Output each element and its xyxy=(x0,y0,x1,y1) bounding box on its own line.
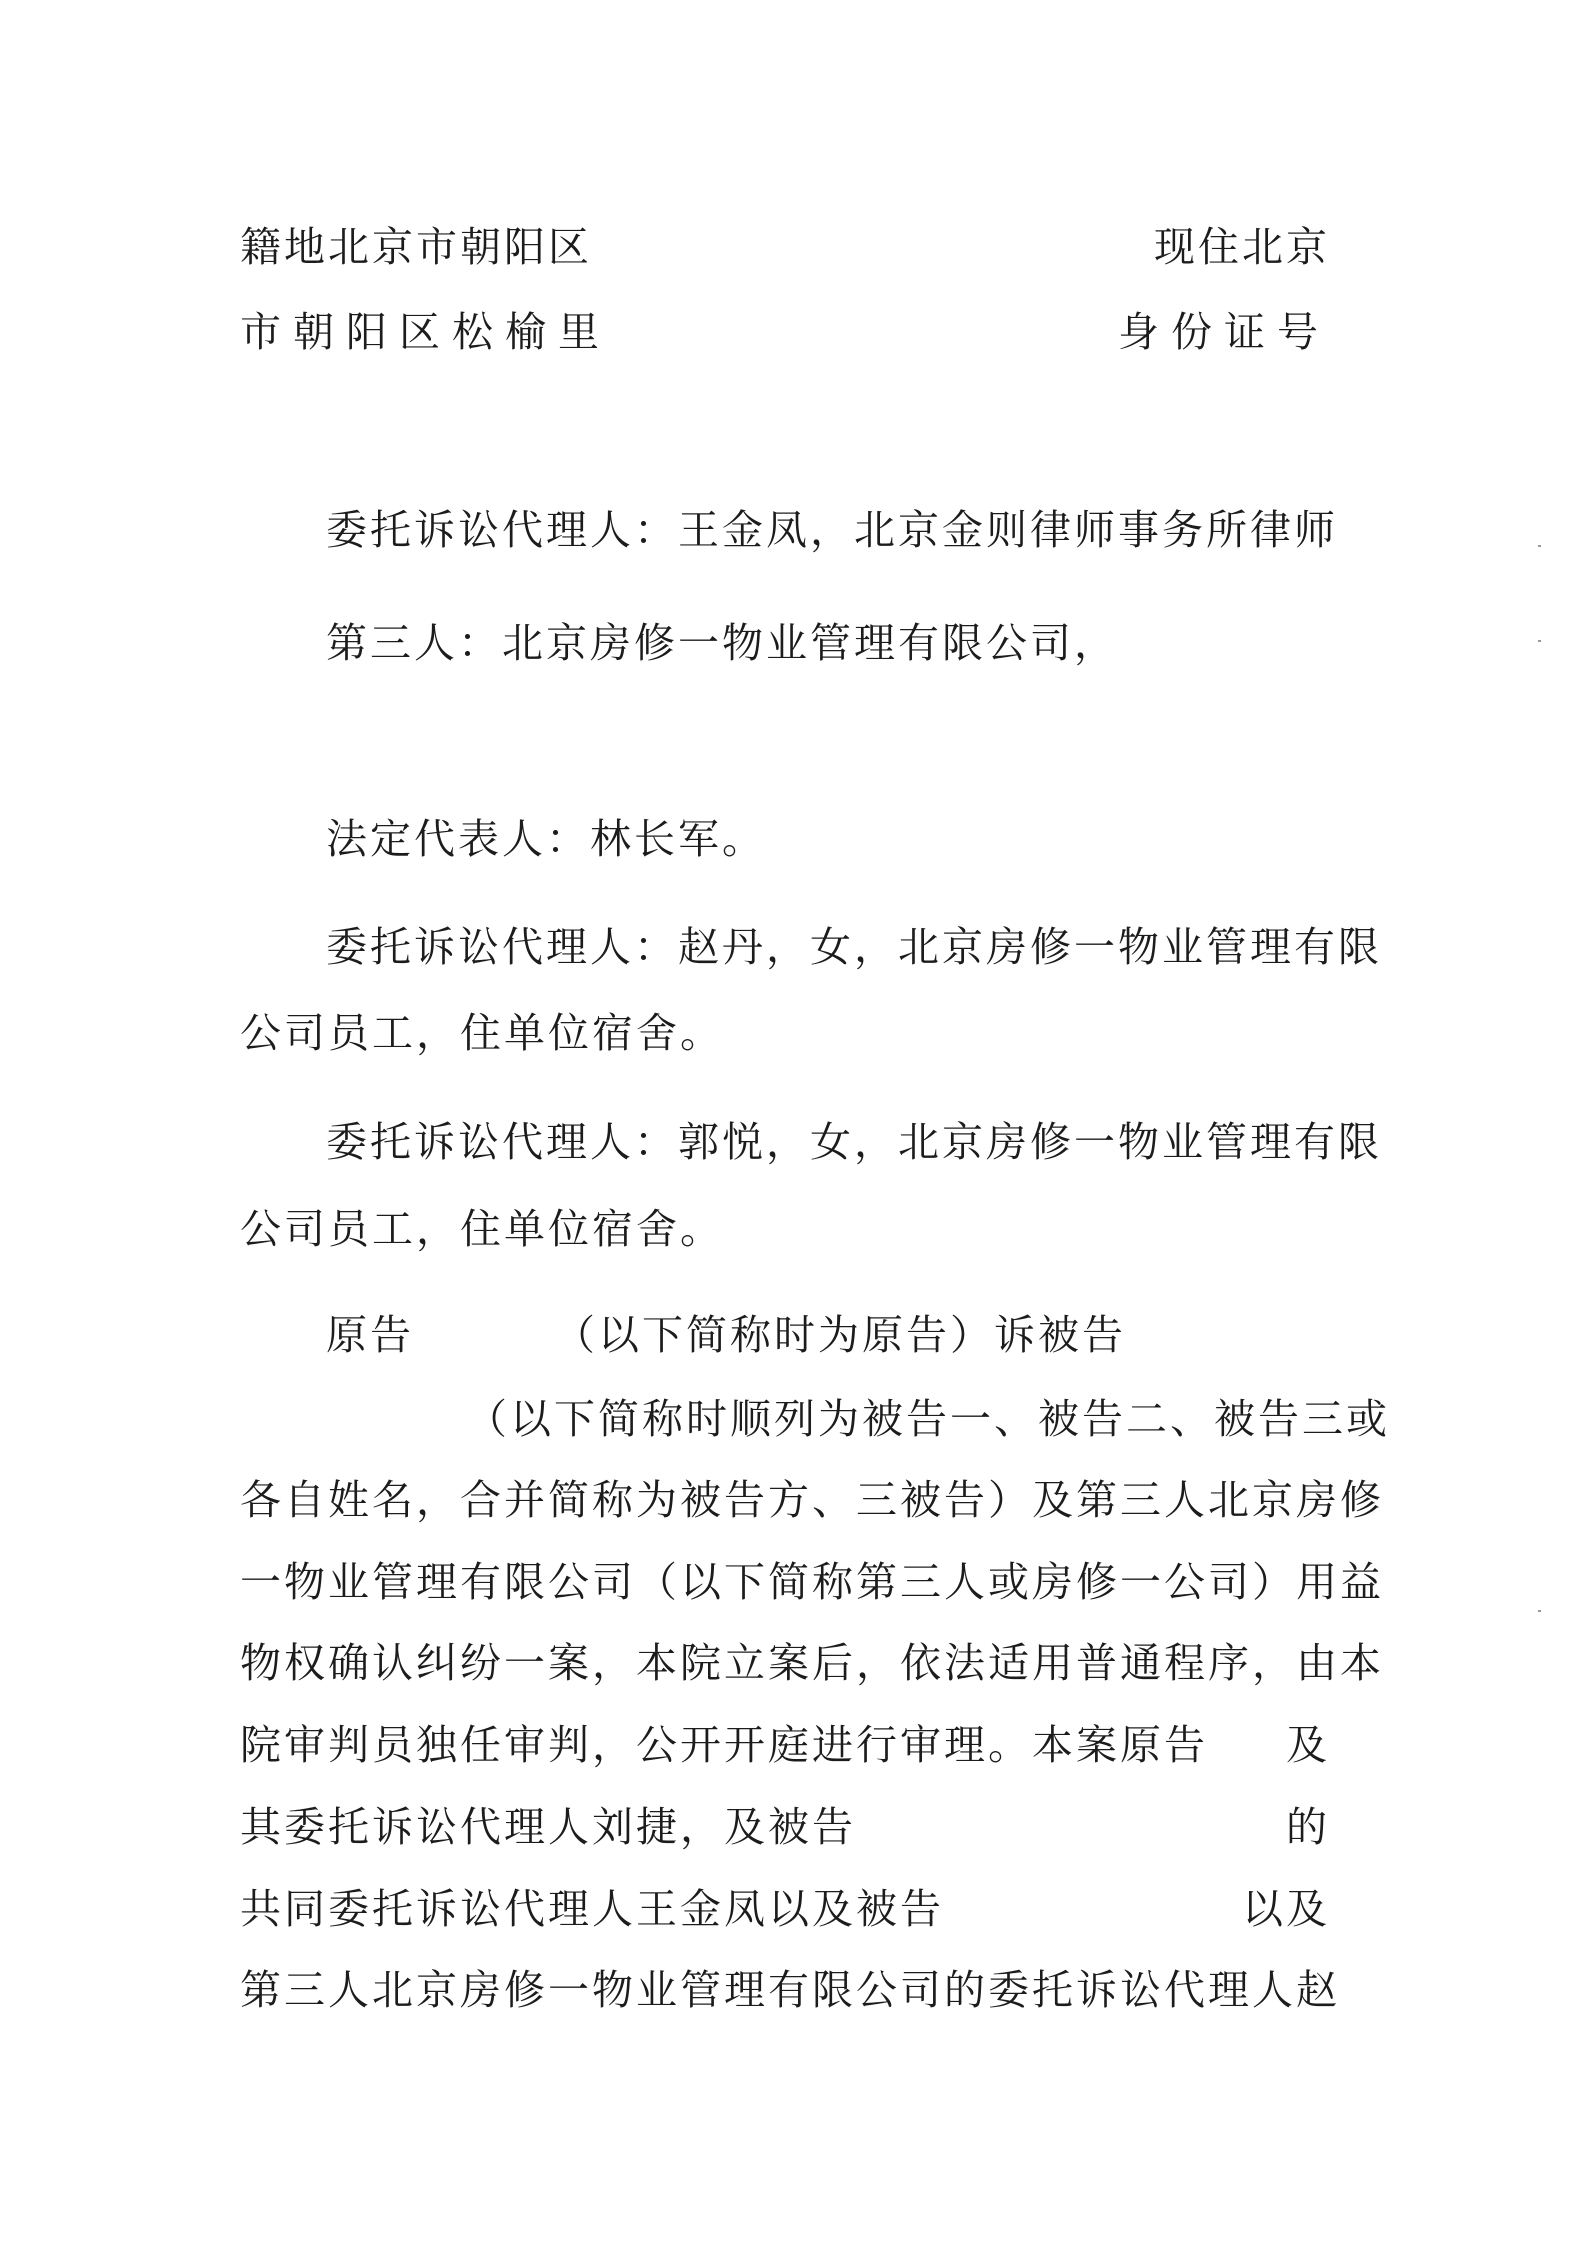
text-line-6: 委托诉讼代理人：赵丹，女，北京房修一物业管理有限 xyxy=(326,923,1382,971)
text-line-7: 公司员工，住单位宿舍。 xyxy=(240,1009,724,1057)
scan-speck xyxy=(1538,1610,1541,1612)
text-line-16-left: 其委托诉讼代理人刘捷，及被告 xyxy=(240,1803,856,1851)
text-line-2-right: 身份证号 xyxy=(1118,308,1330,356)
text-line-9: 公司员工，住单位宿舍。 xyxy=(240,1205,724,1253)
text-line-16 xyxy=(240,1797,1330,1857)
text-line-13: 一物业管理有限公司（以下简称第三人或房修一公司）用益 xyxy=(240,1558,1384,1606)
text-line-17-left: 共同委托诉讼代理人王金凤以及被告 xyxy=(240,1885,944,1933)
scan-speck xyxy=(1538,640,1541,642)
text-line-2-left: 市朝阳区松榆里 xyxy=(240,308,611,356)
text-line-14: 物权确认纠纷一案，本院立案后，依法适用普通程序，由本 xyxy=(240,1639,1384,1687)
scan-speck xyxy=(1538,545,1541,547)
text-line-10-left: 原告 xyxy=(326,1311,414,1359)
text-line-4: 第三人：北京房修一物业管理有限公司， xyxy=(326,619,1118,667)
text-line-1-left: 籍地北京市朝阳区 xyxy=(240,223,592,271)
text-line-17-right: 以及 xyxy=(1242,1885,1330,1933)
text-line-15-right: 及 xyxy=(1286,1721,1330,1769)
text-line-5: 法定代表人：林长军。 xyxy=(326,815,766,863)
text-line-17 xyxy=(240,1879,1330,1939)
text-line-15 xyxy=(240,1715,1330,1775)
text-line-15-left: 院审判员独任审判，公开开庭进行审理。本案原告 xyxy=(240,1721,1208,1769)
text-line-2 xyxy=(240,302,1330,362)
text-line-11: （以下简称时顺列为被告一、被告二、被告三或 xyxy=(466,1395,1390,1443)
text-line-16-right: 的 xyxy=(1286,1803,1330,1851)
text-line-8: 委托诉讼代理人：郭悦，女，北京房修一物业管理有限 xyxy=(326,1118,1382,1166)
text-line-1 xyxy=(240,217,1330,277)
text-line-10 xyxy=(326,1305,1330,1365)
text-line-3: 委托诉讼代理人：王金凤，北京金则律师事务所律师 xyxy=(326,506,1338,554)
text-line-12: 各自姓名，合并简称为被告方、三被告）及第三人北京房修 xyxy=(240,1476,1384,1524)
text-line-10-right: （以下简称时为原告）诉被告 xyxy=(554,1311,1127,1359)
text-line-18: 第三人北京房修一物业管理有限公司的委托诉讼代理人赵 xyxy=(240,1966,1340,2014)
text-line-1-right: 现住北京 xyxy=(1154,223,1330,271)
